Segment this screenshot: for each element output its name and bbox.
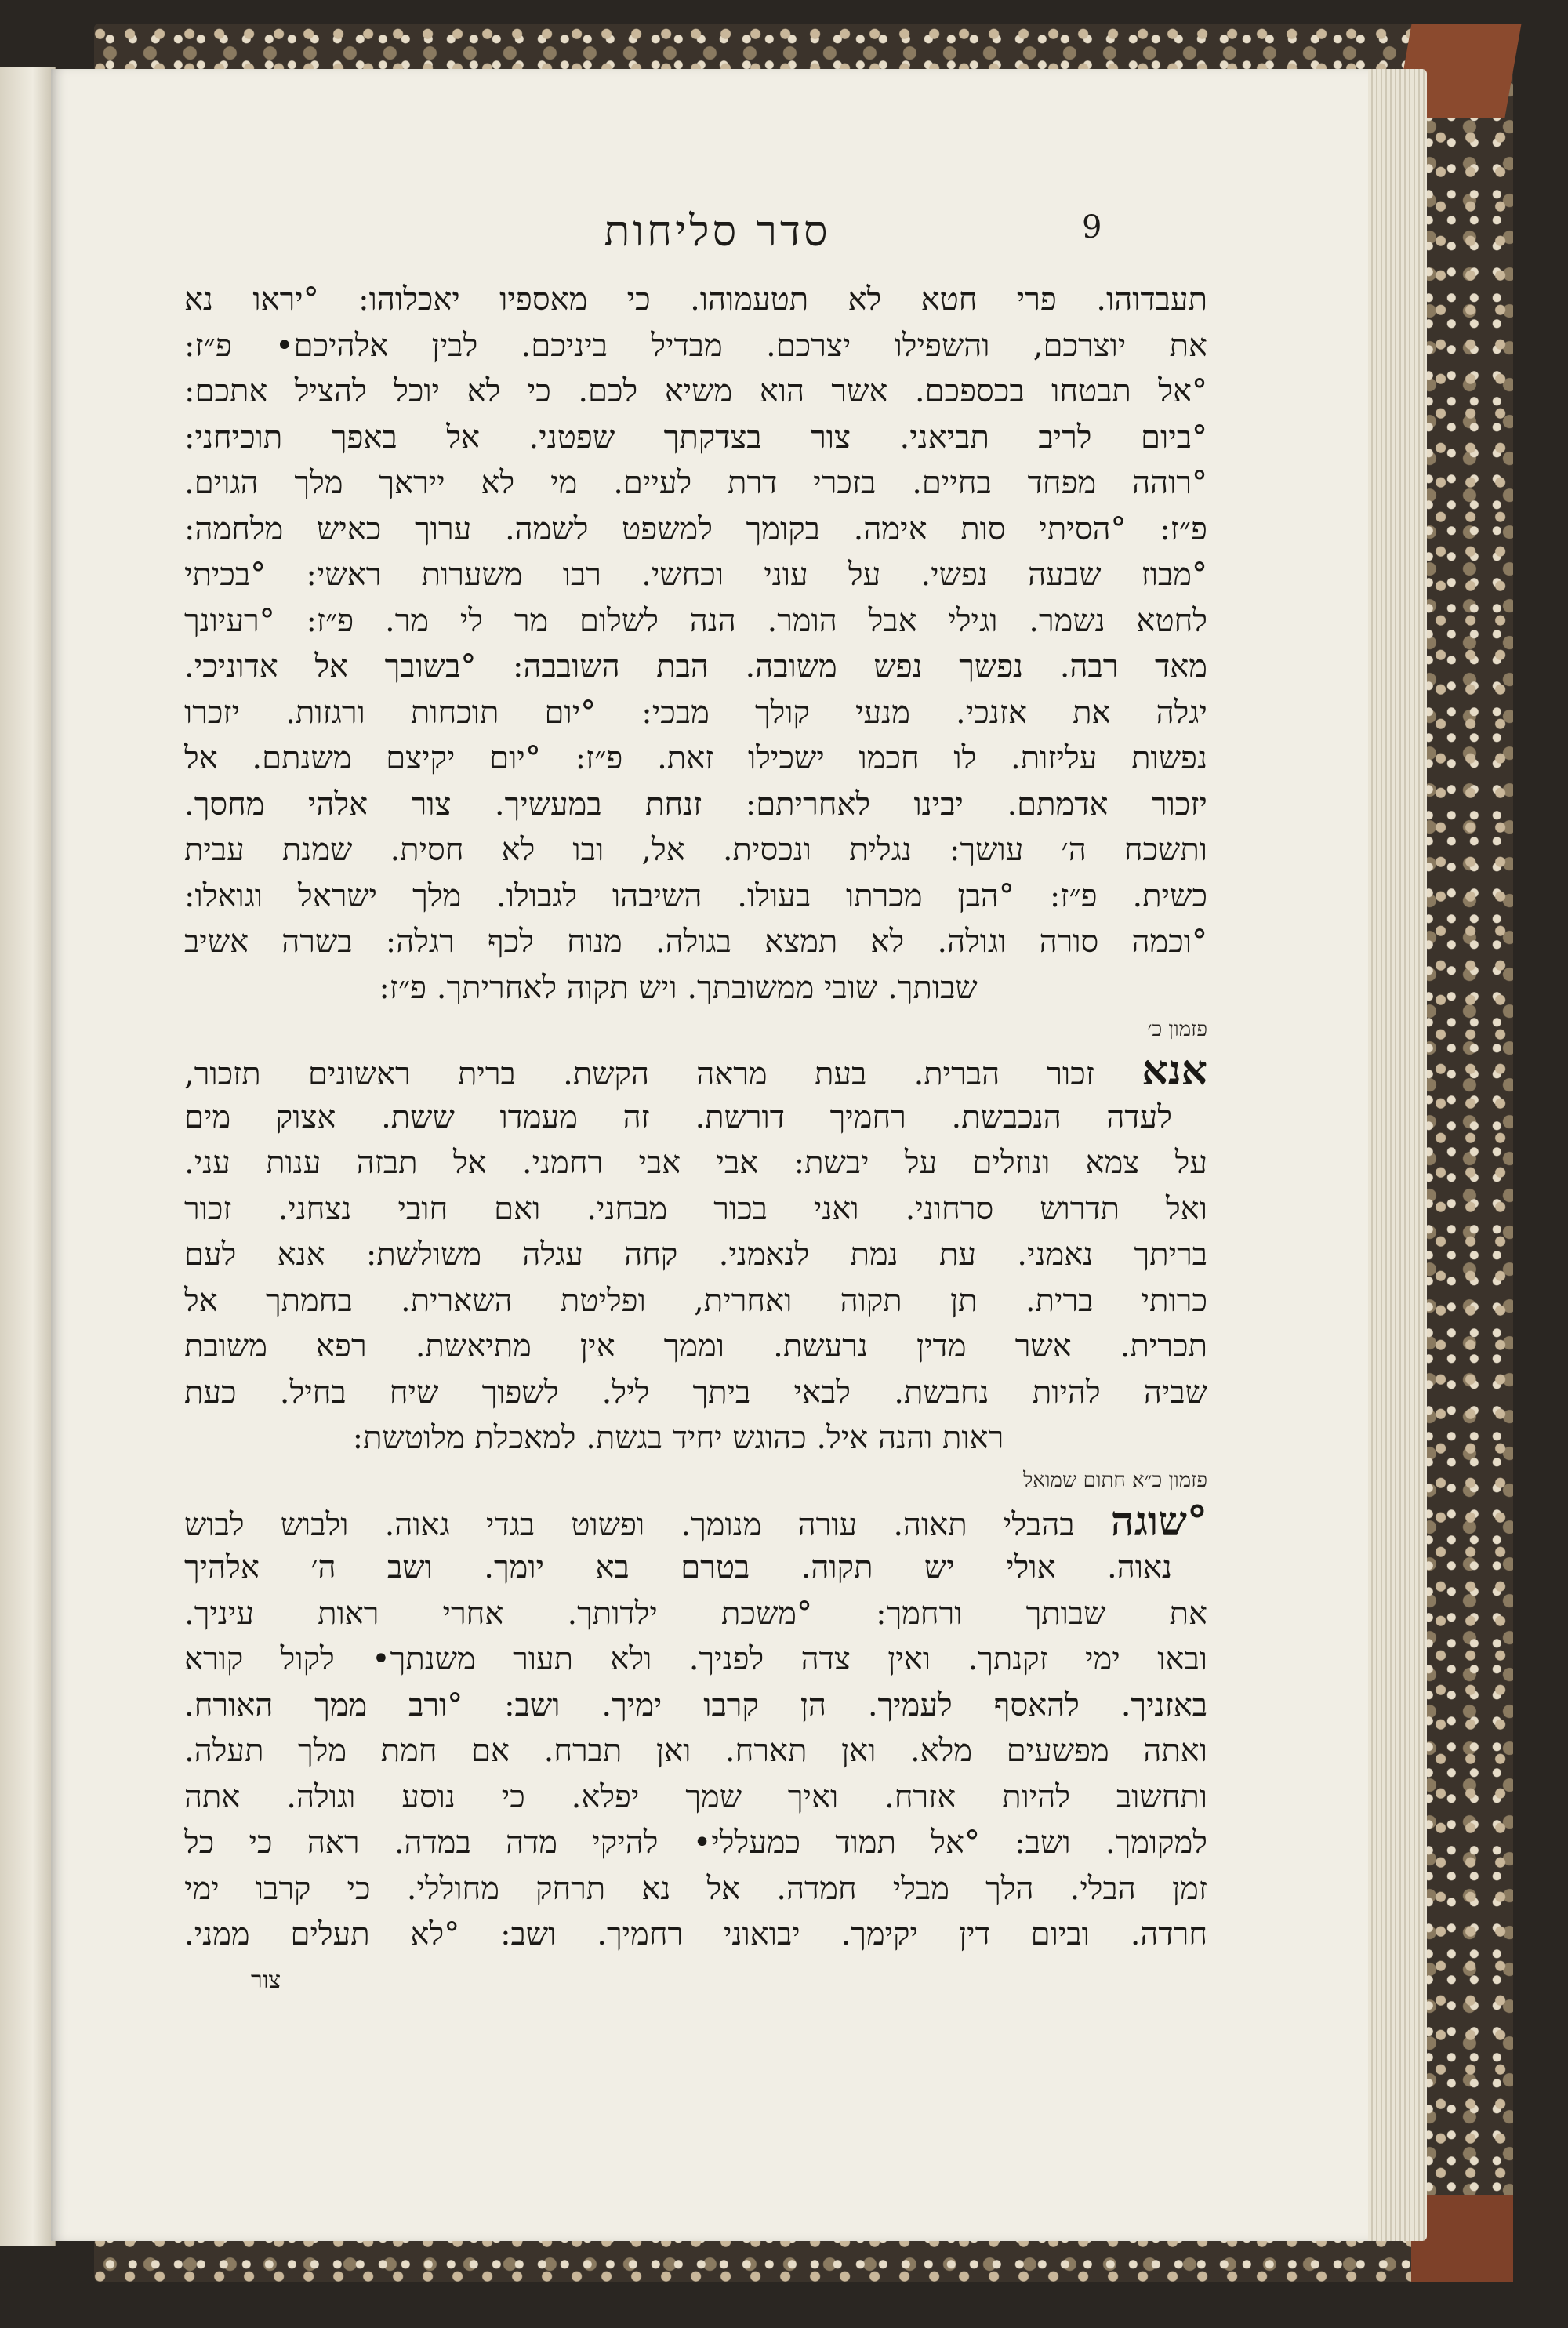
text-line	[184, 1048, 1207, 1095]
text-line: °אל תבטחו בכספכם. אשר הוא משיא לכם. כי לא יוכל להציל אתכם:	[184, 373, 1207, 409]
text-line: זמן הבלי. הלך מבלי חמדה. אל נא תרחק מחוללי. כי קרבו ימי	[184, 1870, 1207, 1907]
text-line	[184, 1499, 1207, 1545]
piyyut-label: פזמון כ״א חתום שמואל	[1023, 1468, 1207, 1492]
text-line: בריתך נאמני. עת נמת לנאמני. קחה עגלה משולשת: אנא לעם	[184, 1237, 1207, 1273]
text-line: פ״ז: °הסיתי סות אימה. בקומך למשפט לשמה. ערוך כאיש מלחמה:	[184, 510, 1207, 547]
text-line: תעבדוהו. פרי חטא לא תטעמוהו. כי מאספיו יאכלוהו: °יראו נא	[184, 281, 1207, 318]
text-line: °רוהה מפחד בחיים. בזכרי דרת לעיים. מי לא ייראך מלך הגוים.	[184, 465, 1207, 501]
text-line: שבותך. שובי ממשובתך. ויש תקוה לאחריתך. פ״ז:	[379, 969, 978, 1006]
book-page	[51, 69, 1384, 2241]
running-title: סדר סליחות	[604, 206, 831, 256]
text-line: על צמא ונוזלים על יבשת: אבי אבי רחמני. אל תבזה ענות עני.	[184, 1145, 1207, 1181]
text-line: מאד רבה. נפשך נפש משובה. הבת השובבה: °בשובך אל אדוניכי.	[184, 648, 1207, 685]
text-line: את שבותך ורחמך: °משכת ילדותך. אחרי ראות עיניך.	[184, 1595, 1207, 1632]
main-text	[184, 277, 1207, 2003]
text-line: נאוה. אולי יש תקוה. בטרם בא יומך. ושב ה׳ אלהיך	[184, 1549, 1172, 1585]
text-line: ואתה מפשעים מלא. ואן תארח. ואן תברח. אם חמת מלך תעלה.	[184, 1733, 1207, 1769]
text-line: יזכור אדמתם. יבינו לאחריתם: זנחת במעשיך. צור אלהי מחסך.	[184, 786, 1207, 823]
piyyut-label: פזמון כ׳	[1147, 1018, 1207, 1041]
text-line: יגלה את אזנכי. מנעי קולך מבכי: °יום תוכחות ורגזות. יזכרו	[184, 694, 1207, 731]
facing-page-edge	[0, 67, 56, 2246]
text-line: למקומך. ושב: °אל תמוד כמעללי• להיקי מדה במדה. ראה כי כל	[184, 1825, 1207, 1861]
text-line: °וכמה סורה וגולה. לא תמצא בגולה. מנוח לכף רגלה: בשרה אשיב	[184, 924, 1207, 960]
text-line: ואל תדרוש סרחוני. ואני בכור מבחני. ואם חובי נצחני. זכור	[184, 1190, 1207, 1227]
text-line: את יוצרכם, והשפילו יצרכם. מבדיל ביניכם. לבין אלהיכם• פ״ז:	[184, 327, 1207, 364]
text-line: °מבוז שבעה נפשי. על עוני וכחשי. רבו משערות ראשי: °בכיתי	[184, 557, 1207, 593]
text-line: כרותי ברית. תן תקוה ואחרית, ופליטת השארית. בחמתך אל	[184, 1282, 1207, 1319]
text-line: חרדה. וביום דין יקימך. יבואוני רחמיך. ושב: °לא תעלים ממני.	[184, 1916, 1207, 1952]
page-number: 9	[1082, 209, 1102, 245]
lead-word: °שוגה	[1110, 1498, 1207, 1545]
text-line: לעדה הנכבשת. רחמיך דורשת. זה מעמדו ששת. אצוק מים	[184, 1099, 1172, 1135]
text-line: ותחשוב להיות אזרח. ואיך שמך יפלא. כי נוסע וגולה. אתה	[184, 1778, 1207, 1815]
text-line: לחטא נשמר. וגילי אבל הומר. הנה לשלום מר לי מר. פ״ז: °רעיונך	[184, 602, 1207, 639]
text-line: באזניך. להאסף לעמיך. הן קרבו ימיך. ושב: °ורב ממך האורח.	[184, 1687, 1207, 1723]
catchword: צור	[251, 1966, 281, 1994]
text-line: °ביום לריב תביאני. צור בצדקתך שפטני. אל באפך תוכיחני:	[184, 419, 1207, 456]
text-line: תכרית. אשר מדין נרעשת. וממך אין מתיאשת. רפא משובת	[184, 1328, 1207, 1364]
text-line: כשית. פ״ז: °הבן מכרתו בעולו. השיבהו לגבולו. מלך ישראל וגואלו:	[184, 877, 1207, 914]
text-line: ראות והנה איל. כהוגש יחיד בגשת. למאכלת מלוטשת:	[352, 1420, 1004, 1456]
text-line: ותשכח ה׳ עושך: נגלית ונכסית. אל, ובו לא חסית. שמנת עבית	[184, 832, 1207, 868]
lead-line-text: בהבלי תאוה. עורה מנומך. ופשוט בגדי גאוה. ולבוש לבוש	[184, 1506, 1075, 1543]
lead-word: אנא	[1142, 1048, 1207, 1095]
page-header	[51, 206, 1384, 269]
text-line: שביה להיות נחבשת. לבאי ביתך ליל. לשפוך שיח בחיל. כעת	[184, 1374, 1207, 1411]
lead-line-text: זכור הברית. בעת מראה הקשת. ברית ראשונים תזכור,	[184, 1056, 1094, 1092]
text-line: נפשות עליזות. לו חכמו ישכילו זאת. פ״ז: °יום יקיצם משנתם. אל	[184, 740, 1207, 776]
page-edges	[1368, 69, 1427, 2241]
text-line: ובאו ימי זקנתך. ואין צדה לפניך. ולא תעור משנתך• לקול קורא	[184, 1641, 1207, 1677]
